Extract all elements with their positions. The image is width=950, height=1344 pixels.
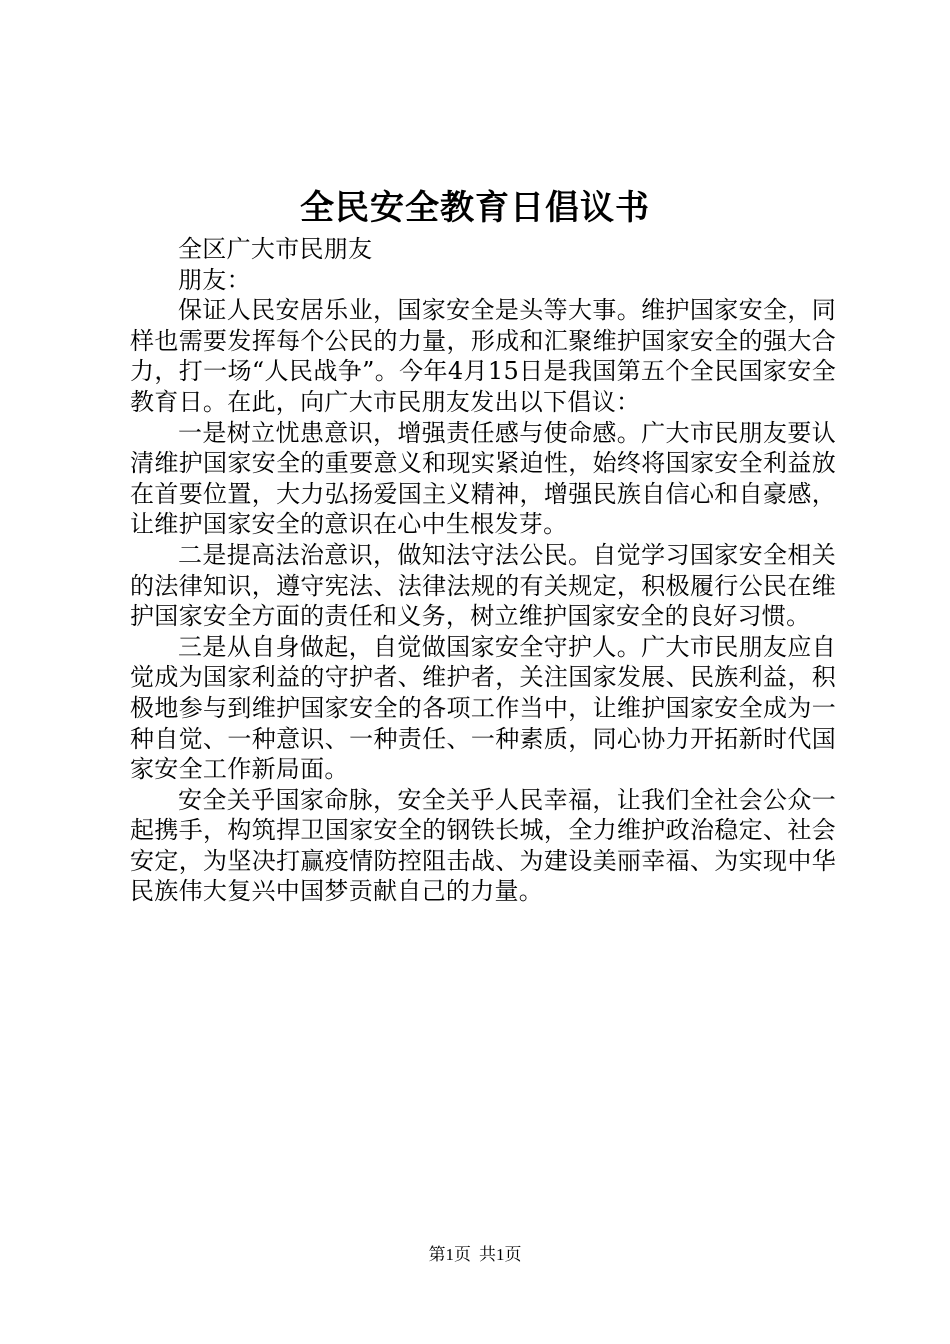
salutation-line: 全区广大市民朋友 [178, 235, 373, 263]
body-paragraph: 保证人民安居乐业，国家安全是头等大事。维护国家安全，同样也需要发挥每个公民的力量，形成和汇聚维护国家安全的强大合力，打一场“人民战争”。今年4月15日是我国第五个全民国家安全教育日。在此，向广大市民朋友发出以下倡议： [130, 296, 836, 416]
document-title: 全民安全教育日倡议书 [300, 188, 650, 228]
body-paragraph: 安全关乎国家命脉，安全关乎人民幸福，让我们全社会公众一起携手，构筑捍卫国家安全的钢铁长城，全力维护政治稳定、社会安定，为坚决打赢疫情防控阻击战、为建设美丽幸福、为实现中华民族伟大复兴中国梦贡献自己的力量。 [130, 785, 836, 906]
page-count: 共1页 [479, 1245, 522, 1264]
document-body [130, 234, 836, 907]
salutation-line: 朋友： [178, 265, 251, 294]
page-number: 第1页 [428, 1245, 471, 1264]
body-paragraph: 三是从自身做起，自觉做国家安全守护人。广大市民朋友应自觉成为国家利益的守护者、维护者，关注国家发展、民族利益，积极地参与到维护国家安全的各项工作当中，让维护国家安全成为一种自觉、一种意识、一种责任、一种素质，同心协力开拓新时代国家安全工作新局面。 [130, 632, 836, 784]
body-paragraph: 一是树立忧患意识，增强责任感与使命感。广大市民朋友要认清维护国家安全的重要意义和现实紧迫性，始终将国家安全利益放在首要位置，大力弘扬爱国主义精神，增强民族自信心和自豪感，让维护国家安全的意识在心中生根发芽。 [130, 418, 836, 539]
body-paragraph: 二是提高法治意识，做知法守法公民。自觉学习国家安全相关的法律知识，遵守宪法、法律法规的有关规定，积极履行公民在维护国家安全方面的责任和义务，树立维护国家安全的良好习惯。 [130, 540, 836, 631]
page-footer [0, 1243, 950, 1267]
